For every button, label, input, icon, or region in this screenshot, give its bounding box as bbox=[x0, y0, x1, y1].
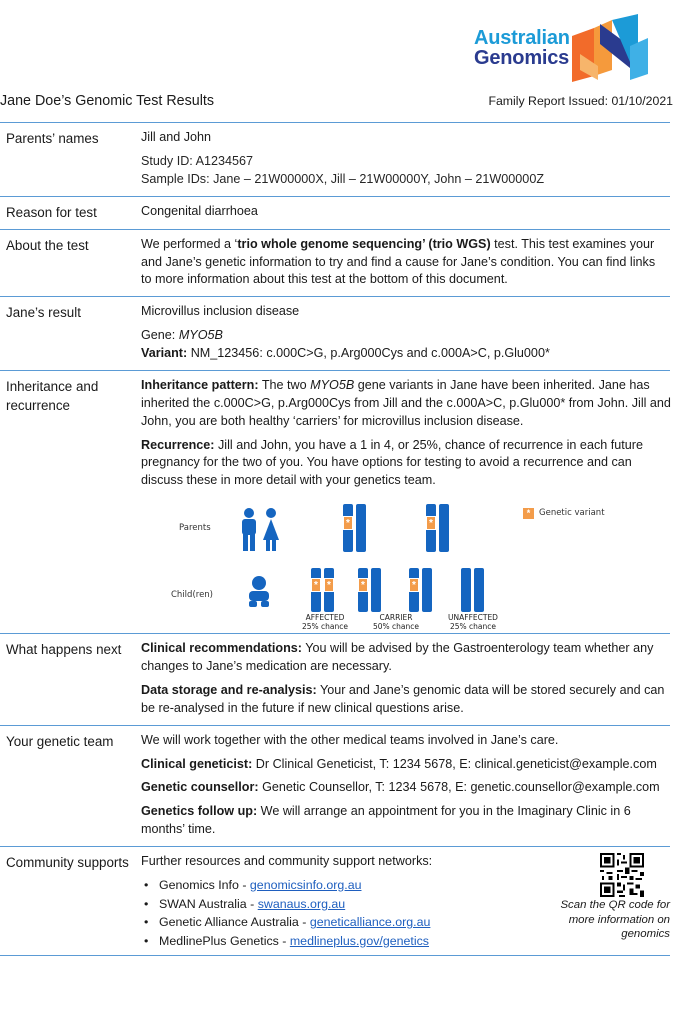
row-label-next: What happens next bbox=[6, 642, 122, 658]
list-item: • MedlinePlus Genetics - medlineplus.gov/genetics bbox=[141, 933, 668, 951]
link-genetic-alliance[interactable]: geneticalliance.org.au bbox=[309, 915, 431, 930]
about-text: We performed a ‘trio whole genome sequencing’ (trio WGS) test. This test examines your and Jane’s genetic information to try and find a cause for Jane’s condition. You can find links to more information about this test at the bottom of this document. bbox=[141, 236, 656, 287]
genetic-counsellor: Genetic counsellor: Genetic Counsellor, T: 1234 5678, E: genetic.counsellor@example.com bbox=[141, 780, 660, 795]
child-figure-icon bbox=[245, 576, 273, 612]
row-about bbox=[0, 229, 670, 297]
australian-genomics-logo bbox=[474, 14, 664, 84]
clinical-recommendations: Clinical recommendations: You will be advised by the Gastroenterology team whether any changes to Jane’s medication are necessary. bbox=[141, 641, 654, 674]
affected-caption: AFFECTED 25% chance bbox=[301, 613, 349, 632]
children-label: Child(ren) bbox=[171, 590, 213, 601]
data-storage: Data storage and re-analysis: Your and Jane’s genomic data will be stored securely and can be re-analysed in the future if new clinical questions arise. bbox=[141, 682, 665, 715]
inheritance-diagram: Parents Child(ren) * * * * * * AFFECTED 25% chance CARRIER 50% chance UNAFFECTED 25% chance * Genetic variant bbox=[151, 496, 671, 626]
row-label-reason: Reason for test bbox=[6, 204, 97, 220]
carrier-caption: CARRIER 50% chance bbox=[372, 613, 420, 632]
sample-ids: Sample IDs: Jane – 21W00000X, Jill – 21W00000Y, John – 21W00000Z bbox=[141, 171, 545, 186]
row-reason bbox=[0, 196, 670, 229]
result-condition: Microvillus inclusion disease bbox=[141, 304, 300, 319]
link-swan-australia[interactable]: swanaus.org.au bbox=[257, 896, 346, 911]
row-label-about: About the test bbox=[6, 237, 89, 253]
logo-wordmark bbox=[474, 28, 570, 68]
parents-label: Parents bbox=[179, 523, 211, 534]
results-table bbox=[0, 122, 670, 956]
report-header bbox=[0, 91, 685, 115]
legend-variant-icon: * bbox=[523, 508, 534, 519]
logo-line-1: Australian bbox=[474, 27, 570, 49]
row-label-community: Community supports bbox=[6, 855, 129, 871]
unaffected-caption: UNAFFECTED 25% chance bbox=[448, 613, 498, 632]
genetics-follow-up: Genetics follow up: We will arrange an appointment for you in the Imaginary Clinic in 6 months’ time. bbox=[141, 804, 631, 837]
row-inheritance bbox=[0, 370, 670, 633]
row-result bbox=[0, 296, 670, 370]
row-parents bbox=[0, 122, 670, 196]
inheritance-pattern: Inheritance pattern: The two MYO5B gene variants in Jane have been inherited. Jane has inherited the c.000C>G, p.Arg000Cys from Jill and the c.000A>C, p.Glu000* from John. Jill and John, you are both healthy ‘carriers’ for microvillus inclusion disease. bbox=[141, 377, 671, 428]
parents-names: Jill and John bbox=[141, 130, 212, 144]
row-community bbox=[0, 846, 670, 956]
team-intro: We will work together with the other medical teams involved in Jane’s care. bbox=[141, 732, 559, 747]
row-team bbox=[0, 725, 670, 846]
qr-caption: Scan the QR code for more information on genomics bbox=[560, 899, 670, 941]
parents-ids bbox=[141, 153, 668, 189]
community-intro: Further resources and community support networks: bbox=[141, 854, 433, 869]
link-genomics-info[interactable]: genomicsinfo.org.au bbox=[249, 877, 362, 892]
report-issued-date: Family Report Issued: 01/10/2021 bbox=[488, 94, 673, 108]
result-gene-variant: Gene: MYO5B Variant: NM_123456: c.000C>G, p.Arg000Cys and c.000A>C, p.Glu000* bbox=[141, 328, 550, 361]
row-label-parents: Parents’ names bbox=[6, 131, 99, 146]
reason-value: Congenital diarrhoea bbox=[141, 203, 258, 218]
report-title: Jane Doe’s Genomic Test Results bbox=[0, 93, 215, 109]
clinical-geneticist: Clinical geneticist: Dr Clinical Geneticist, T: 1234 5678, E: clinical.geneticist@example.com bbox=[141, 756, 657, 771]
list-item: • Genetic Alliance Australia - geneticalliance.org.au bbox=[141, 914, 668, 932]
recurrence-text: Recurrence: Jill and John, you have a 1 in 4, or 25%, chance of recurrence in each future pregnancy for the two of you. You have options for testing to avoid a recurrence and can discuss these in more detail with your genetics team. bbox=[141, 437, 643, 488]
row-label-result: Jane’s result bbox=[6, 305, 81, 321]
study-id: Study ID: A1234567 bbox=[141, 153, 254, 168]
qr-code-icon[interactable] bbox=[600, 853, 644, 897]
row-next bbox=[0, 633, 670, 725]
logo-line-2: Genomics bbox=[474, 47, 570, 69]
link-medlineplus[interactable]: medlineplus.gov/genetics bbox=[289, 933, 429, 948]
list-item: • SWAN Australia - swanaus.org.au bbox=[141, 896, 668, 914]
legend-label: Genetic variant bbox=[539, 508, 605, 519]
row-label-inheritance: Inheritance and recurrence bbox=[6, 378, 99, 413]
row-label-team: Your genetic team bbox=[6, 733, 114, 749]
list-item: • Genomics Info - genomicsinfo.org.au bbox=[141, 877, 668, 895]
parents-figures-icon bbox=[239, 508, 283, 552]
logo-mark-icon bbox=[568, 14, 664, 84]
